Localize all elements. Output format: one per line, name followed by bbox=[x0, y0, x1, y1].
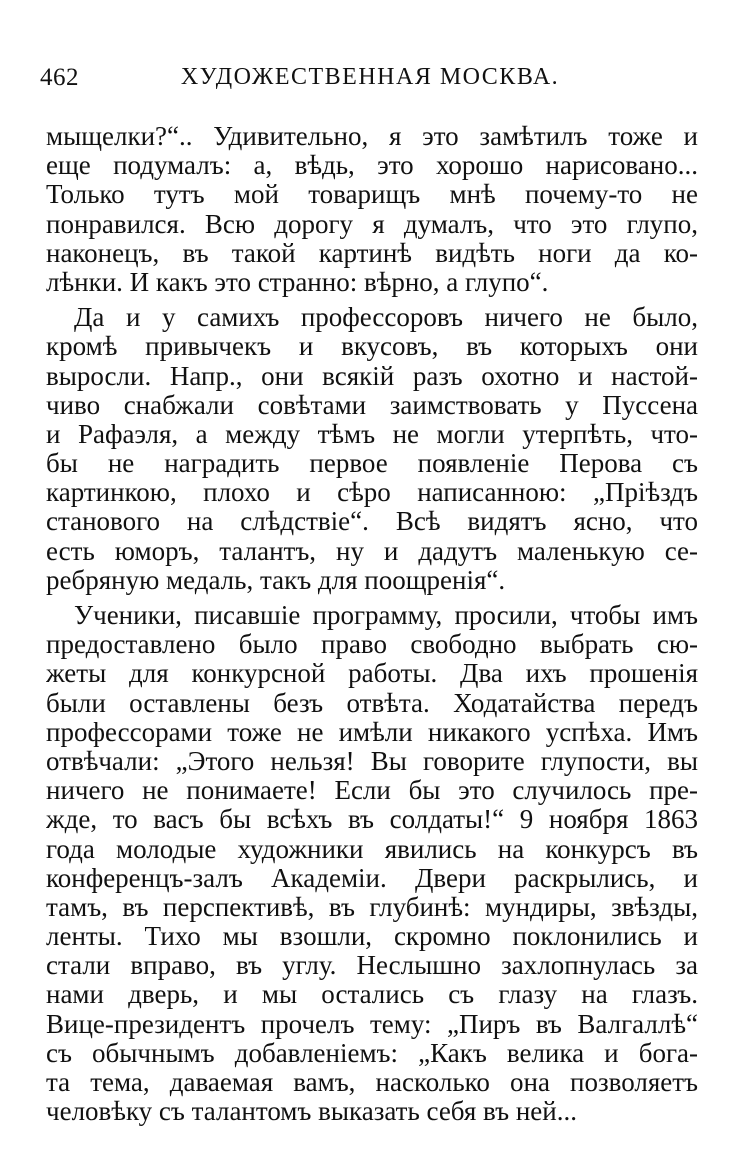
text-line: стали вправо, въ углу. Неслышно захлопнулась за bbox=[46, 951, 698, 981]
text-line: выросли. Напр., они всякій разъ охотно и настой- bbox=[46, 361, 698, 391]
text-line: съ обычнымъ добавленіемъ: „Какъ велика и бога- bbox=[46, 1038, 698, 1068]
text-line: года молодые художники явились на конкурсъ въ bbox=[46, 834, 698, 864]
text-line: ребряную медаль, такъ для поощренія“. bbox=[46, 565, 506, 595]
text-line: отвѣчали: „Этого нельзя! Вы говорите глупости, вы bbox=[46, 746, 698, 776]
text-line: нами дверь, и мы остались съ глазу на глазъ. bbox=[46, 980, 698, 1010]
paragraph bbox=[46, 303, 698, 595]
body-text bbox=[46, 122, 698, 1126]
paragraph bbox=[46, 601, 698, 1126]
text-line: станового на слѣдствіе“. Всѣ видятъ ясно, что bbox=[46, 507, 698, 537]
text-line: и Рафаэля, а между тѣмъ не могли утерпѣть, что- bbox=[46, 419, 698, 449]
text-line: чиво снабжали совѣтами заимствовать у Пуссена bbox=[46, 390, 698, 420]
text-line: Вице-президентъ прочелъ тему: „Пиръ въ Валгаллѣ“ bbox=[46, 1009, 698, 1039]
text-line: предоставлено было право свободно выбрать сю- bbox=[46, 630, 698, 660]
text-line: лѣнки. И какъ это странно: вѣрно, а глупо“. bbox=[46, 267, 549, 297]
text-line: были оставлены безъ отвѣта. Ходатайства передъ bbox=[46, 688, 698, 718]
page-number: 462 bbox=[40, 64, 79, 91]
text-line: мыщелки?“.. Удивительно, я это замѣтилъ тоже и bbox=[46, 122, 698, 151]
text-line: жде, то васъ бы всѣхъ въ солдаты!“ 9 ноября 1863 bbox=[46, 805, 698, 835]
text-line: человѣку съ талантомъ выказать себя въ ней... bbox=[46, 1097, 577, 1127]
text-line: тамъ, въ перспективѣ, въ глубинѣ: мундиры, звѣзды, bbox=[46, 892, 698, 922]
running-title: ХУДОЖЕСТВЕННАЯ МОСКВА. bbox=[180, 64, 560, 90]
page-header bbox=[40, 64, 700, 104]
paragraph bbox=[46, 122, 698, 297]
text-line: кромѣ привычекъ и вкусовъ, въ которыхъ они bbox=[46, 332, 698, 362]
text-line: ленты. Тихо мы взошли, скромно поклонились и bbox=[46, 922, 698, 952]
text-line: Только тутъ мой товарищъ мнѣ почему-то не bbox=[46, 180, 698, 210]
text-line: картинкою, плохо и сѣро написанною: „Пріѣздъ bbox=[46, 478, 698, 508]
text-line: понравился. Всю дорогу я думалъ, что это глупо, bbox=[46, 209, 698, 239]
text-line: жеты для конкурсной работы. Два ихъ прошенія bbox=[46, 659, 698, 689]
text-line: ничего не понимаете! Если бы это случилось пре- bbox=[46, 776, 698, 806]
text-line: Да и у самихъ профессоровъ ничего не было, bbox=[74, 303, 698, 333]
text-line: бы не наградить первое появленіе Перова съ bbox=[46, 449, 698, 479]
text-line: конференцъ-залъ Академіи. Двери раскрылись, и bbox=[46, 863, 698, 893]
text-line: та тема, даваемая вамъ, насколько она позволяетъ bbox=[46, 1068, 698, 1097]
text-line: есть юморъ, талантъ, ну и дадутъ маленькую се- bbox=[46, 536, 698, 566]
text-line: профессорами тоже не имѣли никакого успѣха. Имъ bbox=[46, 717, 698, 747]
text-line: Ученики, писавшіе программу, просили, чтобы имъ bbox=[74, 601, 698, 630]
text-line: наконецъ, въ такой картинѣ видѣть ноги да ко- bbox=[46, 238, 698, 268]
text-line: еще подумалъ: а, вѣдь, это хорошо нарисовано... bbox=[46, 151, 698, 181]
